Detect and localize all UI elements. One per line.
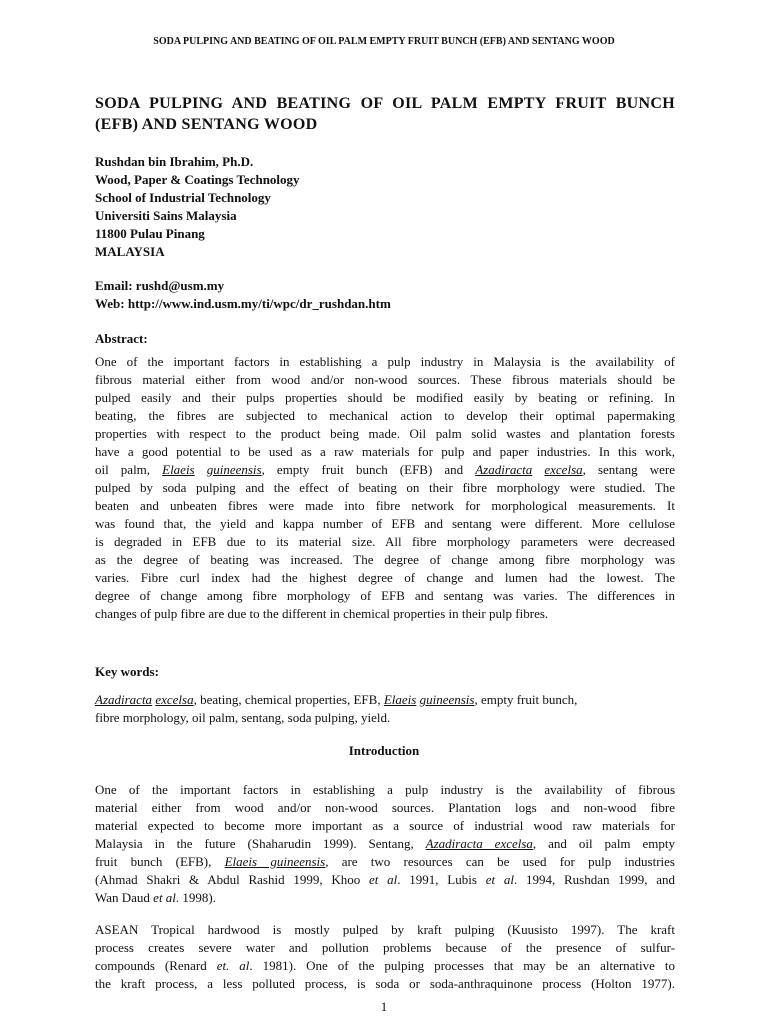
text: , empty fruit bunch (EFB) and [261, 462, 476, 477]
text: , sentang were [582, 462, 676, 477]
species-name: Azadiracta excelsa [425, 836, 533, 851]
text: , empty fruit bunch, [474, 692, 578, 707]
abstract-line: as the degree of beating was increased. The degree of change among fibre morphology was [95, 552, 675, 567]
page-number: 1 [380, 999, 388, 1014]
paper-title: SODA PULPING AND BEATING OF OIL PALM EMPTY FRUIT BUNCH (EFB) AND SENTANG WOOD [95, 95, 675, 133]
intro-line: ASEAN Tropical hardwood is mostly pulped by kraft pulping (Kuusisto 1997). The kraft [95, 922, 675, 937]
text: fruit bunch (EFB), [95, 854, 225, 869]
intro-line [95, 871, 675, 889]
species-name: Elaeis [162, 462, 195, 477]
species-name: Elaeis [383, 692, 417, 707]
text: (Ahmad Shakri & Abdul Rashid 1999, Khoo [95, 872, 370, 887]
keywords-heading: Key words: [95, 664, 159, 679]
author-block [95, 153, 675, 261]
abstract-line: beaten and unbeaten fibres were made into fibre network for morphological measurements. It [95, 498, 675, 513]
species-name: excelsa [155, 692, 194, 707]
intro-line: One of the important factors in establishing a pulp industry is the availability of fibrous [95, 782, 675, 797]
abstract-line: One of the important factors in establishing a pulp industry in Malaysia is the availability of [95, 354, 675, 369]
abstract-line: properties with respect to the product being made. Oil palm solid wastes and plantation forests [95, 426, 675, 441]
introduction-heading: Introduction [348, 743, 420, 758]
species-name: excelsa [544, 462, 583, 477]
running-header: SODA PULPING AND BEATING OF OIL PALM EMPTY FRUIT BUNCH (EFB) AND SENTANG WOOD [153, 36, 615, 47]
abstract-line: is degraded in EFB due to its material size. All fibre morphology parameters were decreased [95, 534, 675, 549]
intro-line [95, 889, 675, 907]
text: . 1998). [175, 890, 217, 905]
email-line: Email: rushd@usm.my [95, 278, 225, 293]
text [532, 462, 544, 477]
citation-etal: et. al [216, 958, 250, 973]
abstract-line: changes of pulp fibre are due to the different in chemical properties in their pulp fibres. [95, 606, 549, 621]
keywords-line [95, 691, 675, 709]
citation-etal: et al [369, 872, 398, 887]
author-country: MALAYSIA [95, 244, 165, 259]
contact-block [95, 277, 675, 313]
species-name: guineensis [206, 462, 262, 477]
text: . 1981). One of the pulping processes that may be an alternative to [249, 958, 675, 973]
abstract-line: varies. Fibre curl index had the highest degree of change and lumen had the lowest. The [95, 570, 675, 585]
abstract-line: degree of change among fibre morphology of EFB and sentang was varies. The differences in [95, 588, 675, 603]
author-department: Wood, Paper & Coatings Technology [95, 172, 300, 187]
abstract-line: have a good potential to be used as a raw materials for pulp and paper industries. In this work, [95, 444, 675, 459]
text: , and oil palm empty [532, 836, 675, 851]
citation-etal: et al [153, 890, 176, 905]
text: . 1994, Rushdan 1999, and [513, 872, 676, 887]
abstract-line: pulped easily and their pulps properties should be modified easily by beating or refining. In [95, 390, 675, 405]
intro-line: material either from wood and/or non-wood sources. Plantation logs and non-wood fibre [95, 800, 675, 815]
intro-line: the kraft process, a less polluted process, is soda or soda-anthraquinone process (Holton 1977). [95, 976, 675, 991]
intro-line: material expected to become more important as a source of industrial wood raw materials for [95, 818, 675, 833]
text: Wan Daud [95, 890, 154, 905]
author-name: Rushdan bin Ibrahim, Ph.D. [95, 154, 254, 169]
intro-line [95, 957, 675, 975]
species-name: Elaeis guineensis [224, 854, 326, 869]
intro-line [95, 835, 675, 853]
abstract-heading: Abstract: [95, 331, 148, 346]
text: , beating, chemical properties, EFB, [193, 692, 384, 707]
text: Malaysia in the future (Shaharudin 1999). Sentang, [95, 836, 426, 851]
keywords-line: fibre morphology, oil palm, sentang, soda pulping, yield. [95, 710, 391, 725]
abstract-paragraph [95, 353, 675, 623]
abstract-line: fibrous material either from wood and/or non-wood sources. These fibrous materials should be [95, 372, 675, 387]
introduction-paragraph-1 [95, 781, 675, 907]
species-name: Azadiracta [95, 692, 153, 707]
species-name: guineensis [419, 692, 475, 707]
web-line: Web: http://www.ind.usm.my/ti/wpc/dr_rushdan.htm [95, 296, 391, 311]
text: oil palm, [95, 462, 163, 477]
abstract-line: beating, the fibres are subjected to mechanical action to develop their optimal papermaking [95, 408, 675, 423]
text: compounds (Renard [95, 958, 217, 973]
author-university: Universiti Sains Malaysia [95, 208, 237, 223]
author-city: 11800 Pulau Pinang [95, 226, 205, 241]
intro-line [95, 853, 675, 871]
abstract-line: was found that, the yield and kappa number of EFB and sentang were different. More cellulose [95, 516, 675, 531]
text: , are two resources can be used for pulp industries [325, 854, 675, 869]
introduction-paragraph-2 [95, 921, 675, 993]
text: . 1991, Lubis [397, 872, 486, 887]
species-name: Azadiracta [475, 462, 533, 477]
abstract-line: pulped by soda pulping and the effect of beating on their fibre morphology were studied. The [95, 480, 675, 495]
author-school: School of Industrial Technology [95, 190, 271, 205]
citation-etal: et al [485, 872, 514, 887]
intro-line: process creates severe water and pollution problems because of the presence of sulfur- [95, 940, 675, 955]
abstract-line [95, 461, 675, 479]
text [195, 462, 207, 477]
keywords-paragraph [95, 691, 675, 727]
